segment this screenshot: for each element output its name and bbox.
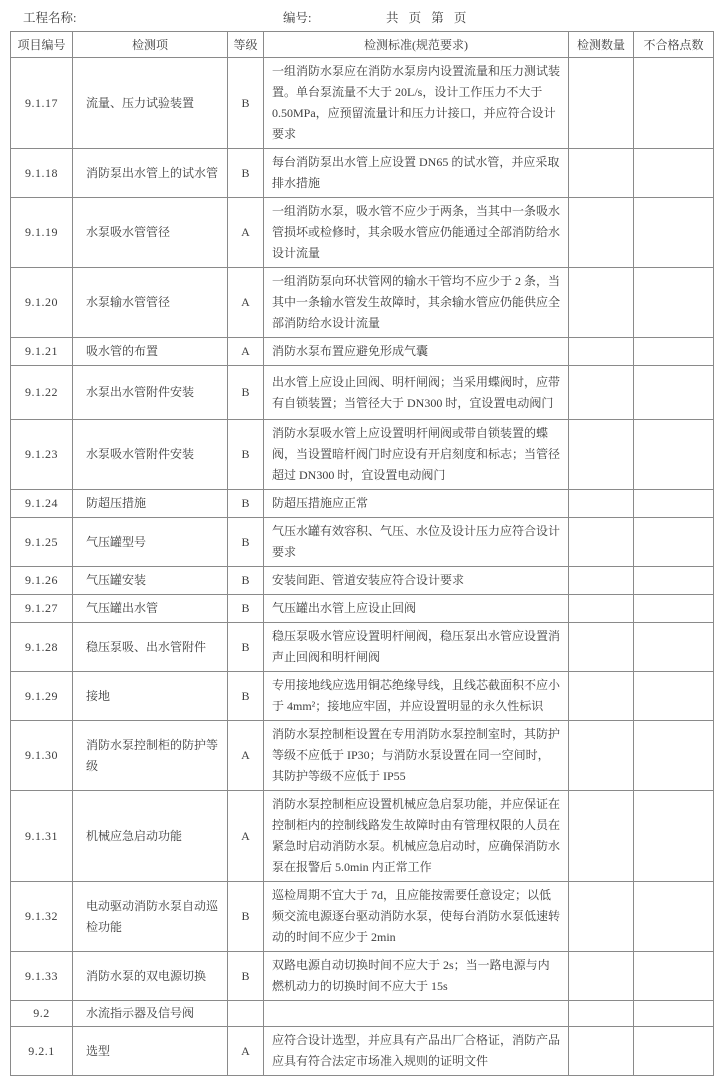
defect-points-cell xyxy=(634,595,714,623)
defect-points-cell xyxy=(634,882,714,952)
table-row xyxy=(11,567,714,595)
table-row xyxy=(11,490,714,518)
defect-points-cell xyxy=(634,672,714,721)
grade-cell: B xyxy=(228,567,264,595)
quantity-cell xyxy=(569,490,634,518)
item-number-cell: 9.1.33 xyxy=(11,952,73,1001)
defect-points-cell xyxy=(634,58,714,149)
quantity-cell xyxy=(569,721,634,791)
document-number-label: 编号: xyxy=(283,11,312,25)
standard-cell: 消防水泵吸水管上应设置明杆闸阀或带自锁装置的蝶阀，当设置暗杆阀门时应设有开启刻度和标志；当管径超过 DN300 时，宜设置电动阀门 xyxy=(264,420,569,490)
quantity-cell xyxy=(569,518,634,567)
column-header-standard: 检测标准(规范要求) xyxy=(264,32,569,58)
defect-points-cell xyxy=(634,366,714,420)
inspection-item-cell: 流量、压力试验装置 xyxy=(73,58,228,149)
inspection-item-cell: 水泵吸水管附件安装 xyxy=(73,420,228,490)
table-row xyxy=(11,149,714,198)
item-number-cell: 9.1.22 xyxy=(11,366,73,420)
inspection-item-cell: 水流指示器及信号阀 xyxy=(73,1001,228,1027)
quantity-cell xyxy=(569,1027,634,1076)
quantity-cell xyxy=(569,672,634,721)
standard-cell: 出水管上应设止回阀、明杆闸阀；当采用蝶阀时，应带有自锁装置；当管径大于 DN300 时，宜设置电动阀门 xyxy=(264,366,569,420)
item-number-cell: 9.1.28 xyxy=(11,623,73,672)
table-row xyxy=(11,882,714,952)
item-number-cell: 9.2.1 xyxy=(11,1027,73,1076)
item-number-cell: 9.1.29 xyxy=(11,672,73,721)
inspection-item-cell: 消防泵出水管上的试水管 xyxy=(73,149,228,198)
standard-cell: 消防水泵控制柜应设置机械应急启泵功能，并应保证在控制柜内的控制线路发生故障时由有管理权限的人员在紧急时启动消防水泵。机械应急启动时，应确保消防水泵在报警后 5.0min 内正常工作 xyxy=(264,791,569,882)
grade-cell: B xyxy=(228,490,264,518)
inspection-item-cell: 吸水管的布置 xyxy=(73,338,228,366)
grade-cell: B xyxy=(228,882,264,952)
grade-cell: A xyxy=(228,198,264,268)
quantity-cell xyxy=(569,952,634,1001)
table-row xyxy=(11,366,714,420)
standard-cell: 巡检周期不宜大于 7d，且应能按需要任意设定；以低频交流电源逐台驱动消防水泵，使每台消防水泵低速转动的时间不应少于 2min xyxy=(264,882,569,952)
grade-cell: B xyxy=(228,952,264,1001)
quantity-cell xyxy=(569,567,634,595)
grade-cell: B xyxy=(228,149,264,198)
item-number-cell: 9.1.24 xyxy=(11,490,73,518)
defect-points-cell xyxy=(634,338,714,366)
defect-points-cell xyxy=(634,567,714,595)
grade-cell: B xyxy=(228,58,264,149)
table-row xyxy=(11,518,714,567)
defect-points-cell xyxy=(634,721,714,791)
item-number-cell: 9.1.19 xyxy=(11,198,73,268)
defect-points-cell xyxy=(634,518,714,567)
item-number-cell: 9.1.27 xyxy=(11,595,73,623)
table-row xyxy=(11,595,714,623)
defect-points-cell xyxy=(634,1027,714,1076)
grade-cell: B xyxy=(228,420,264,490)
inspection-item-cell: 水泵输水管管径 xyxy=(73,268,228,338)
inspection-item-cell: 选型 xyxy=(73,1027,228,1076)
standard-cell: 气压水罐有效容积、气压、水位及设计压力应符合设计要求 xyxy=(264,518,569,567)
item-number-cell: 9.1.23 xyxy=(11,420,73,490)
inspection-item-cell: 水泵出水管附件安装 xyxy=(73,366,228,420)
standard-cell: 防超压措施应正常 xyxy=(264,490,569,518)
standard-cell: 应符合设计选型，并应具有产品出厂合格证，消防产品应具有符合法定市场准入规则的证明文件 xyxy=(264,1027,569,1076)
defect-points-cell xyxy=(634,952,714,1001)
table-body xyxy=(11,58,714,1076)
defect-points-cell xyxy=(634,420,714,490)
item-number-cell: 9.1.18 xyxy=(11,149,73,198)
standard-cell: 消防水泵布置应避免形成气囊 xyxy=(264,338,569,366)
column-header-inspection-item: 检测项 xyxy=(73,32,228,58)
standard-cell: 一组消防水泵，吸水管不应少于两条，当其中一条吸水管损坏或检修时，其余吸水管应仍能通过全部消防给水设计流量 xyxy=(264,198,569,268)
quantity-cell xyxy=(569,366,634,420)
inspection-item-cell: 机械应急启动功能 xyxy=(73,791,228,882)
table-row xyxy=(11,58,714,149)
inspection-item-cell: 电动驱动消防水泵自动巡检功能 xyxy=(73,882,228,952)
quantity-cell xyxy=(569,338,634,366)
defect-points-cell xyxy=(634,623,714,672)
item-number-cell: 9.1.31 xyxy=(11,791,73,882)
inspection-item-cell: 消防水泵控制柜的防护等级 xyxy=(73,721,228,791)
standard-cell xyxy=(264,1001,569,1027)
item-number-cell: 9.1.32 xyxy=(11,882,73,952)
column-header-defect-points: 不合格点数 xyxy=(634,32,714,58)
inspection-item-cell: 接地 xyxy=(73,672,228,721)
item-number-cell: 9.1.20 xyxy=(11,268,73,338)
column-header-grade: 等级 xyxy=(228,32,264,58)
grade-cell: A xyxy=(228,268,264,338)
quantity-cell xyxy=(569,1001,634,1027)
table-row xyxy=(11,1001,714,1027)
table-row xyxy=(11,420,714,490)
quantity-cell xyxy=(569,198,634,268)
table-row xyxy=(11,268,714,338)
standard-cell: 气压罐出水管上应设止回阀 xyxy=(264,595,569,623)
grade-cell: A xyxy=(228,1027,264,1076)
quantity-cell xyxy=(569,882,634,952)
grade-cell: A xyxy=(228,338,264,366)
table-row xyxy=(11,672,714,721)
standard-cell: 一组消防水泵应在消防水泵房内设置流量和压力测试装置。单台泵流量不大于 20L/s，设计工作压力不大于 0.50MPa，应预留流量计和压力计接口，并应符合设计要求 xyxy=(264,58,569,149)
defect-points-cell xyxy=(634,198,714,268)
grade-cell: B xyxy=(228,623,264,672)
defect-points-cell xyxy=(634,268,714,338)
item-number-cell: 9.1.21 xyxy=(11,338,73,366)
defect-points-cell xyxy=(634,791,714,882)
item-number-cell: 9.1.25 xyxy=(11,518,73,567)
table-row xyxy=(11,623,714,672)
standard-cell: 稳压泵吸水管应设置明杆闸阀，稳压泵出水管应设置消声止回阀和明杆闸阀 xyxy=(264,623,569,672)
standard-cell: 一组消防泵向环状管网的输水干管均不应少于 2 条，当其中一条输水管发生故障时，其余输水管应仍能供应全部消防给水设计流量 xyxy=(264,268,569,338)
item-number-cell: 9.2 xyxy=(11,1001,73,1027)
inspection-item-cell: 水泵吸水管管径 xyxy=(73,198,228,268)
column-header-quantity: 检测数量 xyxy=(569,32,634,58)
standard-cell: 双路电源自动切换时间不应大于 2s；当一路电源与内燃机动力的切换时间不应大于 15s xyxy=(264,952,569,1001)
grade-cell: A xyxy=(228,791,264,882)
inspection-item-cell: 防超压措施 xyxy=(73,490,228,518)
inspection-item-cell: 气压罐出水管 xyxy=(73,595,228,623)
table-row xyxy=(11,721,714,791)
grade-cell: B xyxy=(228,672,264,721)
quantity-cell xyxy=(569,149,634,198)
defect-points-cell xyxy=(634,1001,714,1027)
defect-points-cell xyxy=(634,149,714,198)
table-row xyxy=(11,791,714,882)
grade-cell: B xyxy=(228,518,264,567)
table-row xyxy=(11,952,714,1001)
inspection-item-cell: 气压罐型号 xyxy=(73,518,228,567)
grade-cell: A xyxy=(228,721,264,791)
inspection-table xyxy=(10,31,714,1076)
grade-cell: B xyxy=(228,366,264,420)
standard-cell: 安装间距、管道安装应符合设计要求 xyxy=(264,567,569,595)
document-header xyxy=(0,8,719,30)
quantity-cell xyxy=(569,791,634,882)
pagination-label: 共 页 第 页 xyxy=(386,11,467,25)
table-row xyxy=(11,1027,714,1076)
table-header-row xyxy=(11,32,714,58)
defect-points-cell xyxy=(634,490,714,518)
quantity-cell xyxy=(569,623,634,672)
quantity-cell xyxy=(569,595,634,623)
grade-cell: B xyxy=(228,595,264,623)
item-number-cell: 9.1.30 xyxy=(11,721,73,791)
inspection-item-cell: 气压罐安装 xyxy=(73,567,228,595)
table-row xyxy=(11,338,714,366)
table-row xyxy=(11,198,714,268)
standard-cell: 专用接地线应选用铜芯绝缘导线，且线芯截面积不应小于 4mm²；接地应牢固，并应设置明显的永久性标识 xyxy=(264,672,569,721)
project-name-label: 工程名称: xyxy=(23,11,77,25)
column-header-item-number: 项目编号 xyxy=(11,32,73,58)
item-number-cell: 9.1.26 xyxy=(11,567,73,595)
quantity-cell xyxy=(569,58,634,149)
inspection-item-cell: 稳压泵吸、出水管附件 xyxy=(73,623,228,672)
quantity-cell xyxy=(569,268,634,338)
grade-cell xyxy=(228,1001,264,1027)
inspection-item-cell: 消防水泵的双电源切换 xyxy=(73,952,228,1001)
quantity-cell xyxy=(569,420,634,490)
standard-cell: 消防水泵控制柜设置在专用消防水泵控制室时，其防护等级不应低于 IP30；与消防水泵设置在同一空间时，其防护等级不应低于 IP55 xyxy=(264,721,569,791)
item-number-cell: 9.1.17 xyxy=(11,58,73,149)
standard-cell: 每台消防泵出水管上应设置 DN65 的试水管，并应采取排水措施 xyxy=(264,149,569,198)
